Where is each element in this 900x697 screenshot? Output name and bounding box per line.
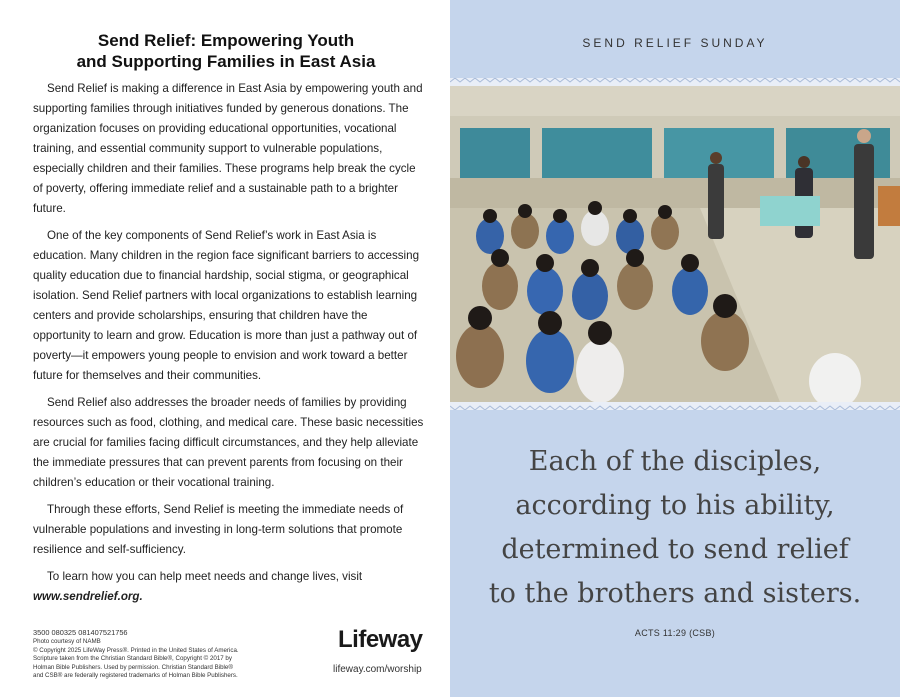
scripture-reference: ACTS 11:29 (CSB) [634, 628, 716, 638]
article-paragraph: Send Relief also addresses the broader needs of families by providing resources such as food, clothing, and medical care. These basic necessities are crucial for families facing difficult circumstances, and they help alleviate the immediate pressures that can prevent parents from focusing on their children’s education or their vocational training. [33, 396, 424, 489]
lifeway-site-link[interactable]: lifeway.com/worship [333, 664, 422, 675]
cover-panel [450, 0, 900, 697]
quote-line: Each of the disciples, [528, 446, 822, 477]
quote-line: determined to send relief [501, 534, 849, 565]
article-title-line-1: Send Relief: Empowering Youth [97, 31, 355, 50]
article-paragraph: One of the key components of Send Relief’s work in East Asia is education. Many children in the region face significant barriers to accessing quality education due to financial hardship, social stigma, or geographical isolation. Send Relief partners with local organizations to establish learning centers and provide scholarships, ensuring that children have the opportunity to learn and grow. Education is more than just a pathway out of poverty—it empowers young people to envision and work toward a better future for themselves and their communities. [33, 229, 420, 382]
decorative-border-top [450, 78, 900, 86]
quote-line: according to his ability, [515, 490, 835, 521]
decorative-border-bottom [450, 402, 900, 410]
call-to-action [33, 567, 425, 607]
article-title [30, 30, 422, 72]
article-paragraph: Through these efforts, Send Relief is meeting the immediate needs of vulnerable populations and investing in long-term solutions that promote resilience and self-sufficiency. [33, 503, 404, 556]
cta-text: To learn how you can help meet needs and change lives, visit [47, 570, 363, 583]
cover-eyebrow: SEND RELIEF SUNDAY [582, 36, 768, 50]
lifeway-logo: Lifeway [338, 626, 423, 653]
fine-line: Photo courtesy of NAMB [33, 638, 101, 645]
fine-print [33, 628, 243, 681]
children-classroom-photo [450, 86, 900, 402]
photo-illustration [450, 86, 900, 402]
article-paragraph: Send Relief is making a difference in East Asia by empowering youth and supporting families through initiatives funded by generous donations. The organization focuses on providing educational opportunities, vocational training, and essential community support to vulnerable populations, especially children and their families. These programs help break the cycle of poverty, offering immediate relief and a sustainable path to a brighter future. [33, 82, 423, 215]
fine-line: Holman Bible Publishers. Used by permission. Christian Standard Bible® [33, 663, 233, 671]
product-code: 3500 080325 081407521756 [33, 628, 128, 637]
article-body [33, 79, 425, 614]
article-title-line-2: and Supporting Families in East Asia [76, 52, 376, 71]
fine-line: © Copyright 2025 LifeWay Press®. Printed in the United States of America. [33, 646, 239, 654]
fine-line: Scripture taken from the Christian Standard Bible®, Copyright © 2017 by [33, 655, 232, 663]
fine-line: and CSB® are federally registered trademarks of Holman Bible Publishers. [33, 672, 238, 680]
scripture-quote [470, 440, 880, 616]
quote-line: to the brothers and sisters. [488, 578, 862, 609]
sendrelief-link[interactable]: www.sendrelief.org. [33, 590, 143, 603]
